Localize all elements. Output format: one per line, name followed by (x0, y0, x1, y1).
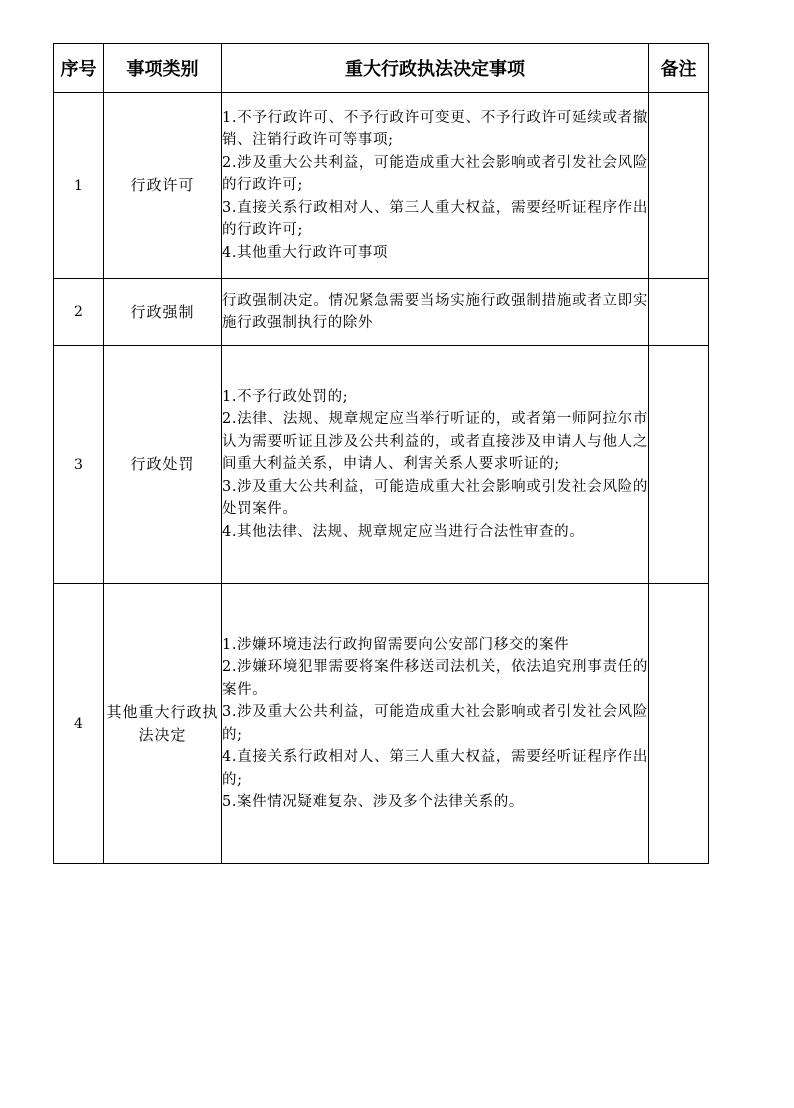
matter-line: 3.涉及重大公共利益，可能造成重大社会影响或者引发社会风险的; (222, 704, 648, 743)
table-header-row (54, 44, 709, 93)
table-row (54, 346, 709, 584)
table-row (54, 279, 709, 346)
row-category: 行政处罚 (104, 346, 222, 584)
matter-line: 5.案件情况疑难复杂、涉及多个法律关系的。 (222, 794, 524, 810)
matter-line: 1.不予行政许可、不予行政许可变更、不予行政许可延续或者撤销、注销行政许可等事项; (222, 109, 648, 149)
header-matters: 重大行政执法决定事项 (222, 44, 649, 93)
table-row (54, 93, 709, 279)
matter-line: 1.不予行政处罚的; (222, 388, 349, 405)
row-remark (649, 279, 709, 346)
matter-line: 2.涉及重大公共利益，可能造成重大社会影响或者引发社会风险的行政许可; (222, 154, 648, 194)
matter-line: 2.涉嫌环境犯罪需要将案件移送司法机关，依法追究刑事责任的案件。 (222, 659, 648, 698)
header-seq: 序号 (54, 44, 104, 93)
row-remark (649, 93, 709, 279)
row-category: 其他重大行政执法决定 (104, 584, 222, 864)
header-category: 事项类别 (104, 44, 222, 93)
matter-line: 行政强制决定。情况紧急需要当场实施行政强制措施或者立即实施行政强制执行的除外 (222, 292, 648, 331)
matter-line: 4.其他法律、法规、规章规定应当进行合法性审查的。 (222, 523, 585, 540)
row-matters (222, 584, 649, 864)
row-number: 4 (54, 584, 104, 864)
matter-line: 3.涉及重大公共利益，可能造成重大社会影响或引发社会风险的处罚案件。 (222, 478, 648, 518)
row-remark (649, 346, 709, 584)
table-row (54, 584, 709, 864)
matter-line: 4.其他重大行政许可事项 (222, 244, 389, 261)
row-number: 1 (54, 93, 104, 279)
row-matters (222, 346, 649, 584)
row-category: 行政许可 (104, 93, 222, 279)
matter-line: 2.法律、法规、规章规定应当举行听证的，或者第一师阿拉尔市认为需要听证且涉及公共利益的，或者直接涉及申请人与他人之间重大利益关系，申请人、利害关系人要求听证的; (222, 411, 648, 473)
matter-line: 3.直接关系行政相对人、第三人重大权益，需要经听证程序作出的行政许可; (222, 199, 648, 239)
row-number: 3 (54, 346, 104, 584)
row-matters (222, 93, 649, 279)
row-matters (222, 279, 649, 346)
row-number: 2 (54, 279, 104, 346)
enforcement-decision-table (53, 43, 709, 864)
matter-line: 4.直接关系行政相对人、第三人重大权益，需要经听证程序作出的; (222, 749, 648, 788)
row-category: 行政强制 (104, 279, 222, 346)
row-remark (649, 584, 709, 864)
matter-line: 1.涉嫌环境违法行政拘留需要向公安部门移交的案件 (222, 636, 570, 653)
header-remarks: 备注 (649, 44, 709, 93)
